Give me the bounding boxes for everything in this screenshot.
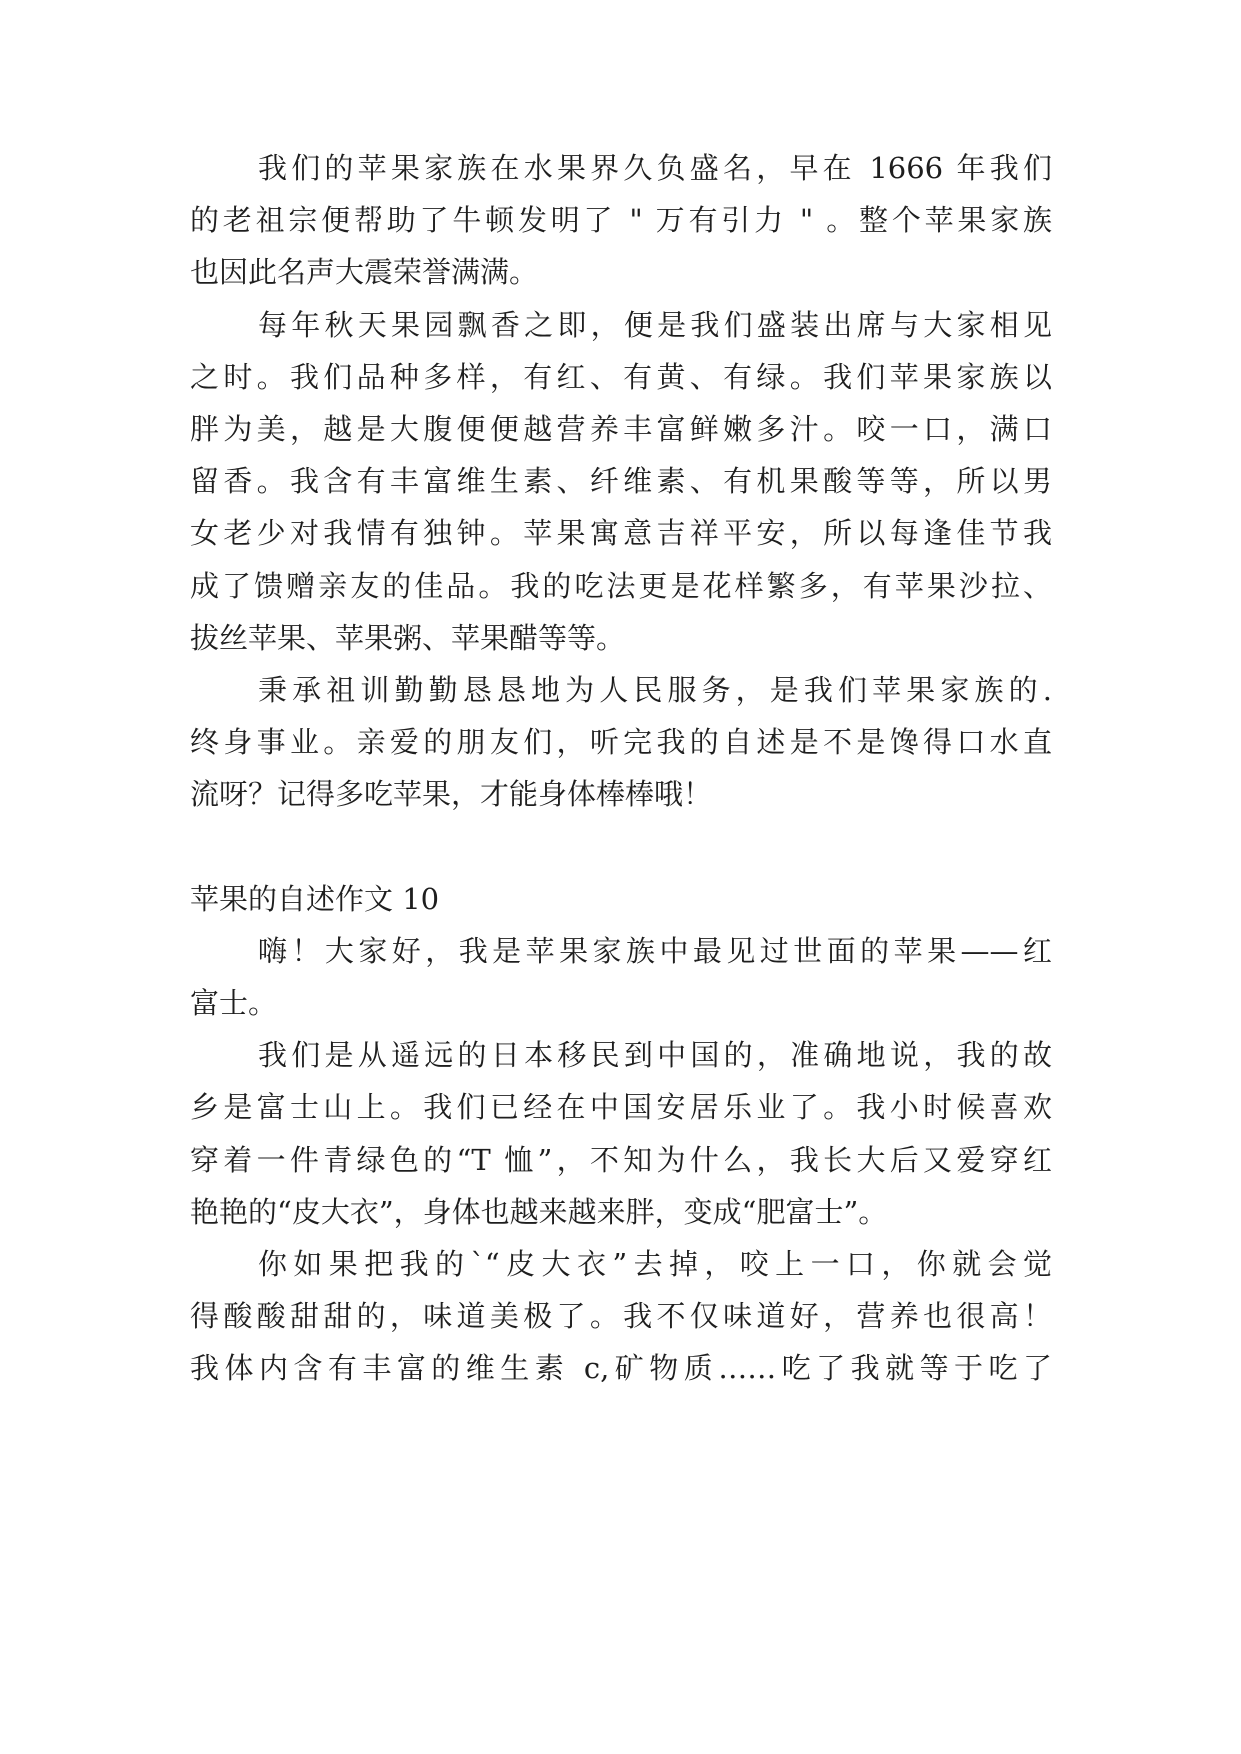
text-line: 乡是富士山上。我们已经在中国安居乐业了。我小时候喜欢 [190, 1090, 1052, 1125]
text-line: 之时。我们品种多样，有红、有黄、有绿。我们苹果家族以 [190, 359, 1052, 394]
text-line: 拔丝苹果、苹果粥、苹果醋等等。 [190, 620, 626, 655]
text-line: 富士。 [190, 986, 278, 1020]
text-line: 我体内含有丰富的维生素 c,矿物质……吃了我就等于吃了 [190, 1351, 1052, 1386]
document-body [190, 142, 1052, 1395]
text-line: 留香。我含有丰富维生素、纤维素、有机果酸等等，所以男 [190, 464, 1052, 499]
text-line: 我们是从遥远的日本移民到中国的，准确地说，我的故 [258, 1038, 1052, 1073]
text-line: 我们的苹果家族在水果界久负盛名，早在 1666 年我们 [258, 151, 1052, 185]
text-line: 流呀？记得多吃苹果，才能身体棒棒哦！ [190, 777, 713, 812]
paragraph [190, 925, 1052, 1029]
paragraph [190, 299, 1052, 664]
section-heading: 苹果的自述作文 10 [190, 881, 440, 916]
paragraph [190, 142, 1052, 299]
text-line: 也因此名声大震荣誉满满。 [190, 255, 539, 290]
text-line: 嗨！大家好，我是苹果家族中最见过世面的苹果——红 [258, 933, 1052, 968]
text-line: 秉承祖训勤勤恳恳地为人民服务，是我们苹果家族的. [258, 672, 1052, 707]
text-line: 每年秋天果园飘香之即，便是我们盛装出席与大家相见 [258, 307, 1052, 342]
text-line: 胖为美，越是大腹便便越营养丰富鲜嫩多汁。咬一口，满口 [190, 411, 1052, 446]
paragraph [190, 1029, 1052, 1238]
text-line: 穿着一件青绿色的“T 恤”，不知为什么，我长大后又爱穿红 [190, 1142, 1052, 1177]
text-line: 艳艳的“皮大衣”，身体也越来越来胖，变成“肥富士”。 [190, 1194, 888, 1229]
paragraph [190, 664, 1052, 821]
text-line: 成了馈赠亲友的佳品。我的吃法更是花样繁多，有苹果沙拉、 [190, 568, 1052, 603]
text-line: 女老少对我情有独钟。苹果寓意吉祥平安，所以每逢佳节我 [190, 516, 1052, 551]
text-line: 你如果把我的`“皮大衣”去掉，咬上一口，你就会觉 [258, 1246, 1052, 1281]
text-line: 的老祖宗便帮助了牛顿发明了 " 万有引力 " 。整个苹果家族 [190, 203, 1052, 238]
blank-line [190, 820, 1052, 872]
text-line: 得酸酸甜甜的，味道美极了。我不仅味道好，营养也很高！ [190, 1299, 1052, 1334]
text-line: 终身事业。亲爱的朋友们，听完我的自述是不是馋得口水直 [190, 725, 1052, 760]
paragraph [190, 1238, 1052, 1395]
